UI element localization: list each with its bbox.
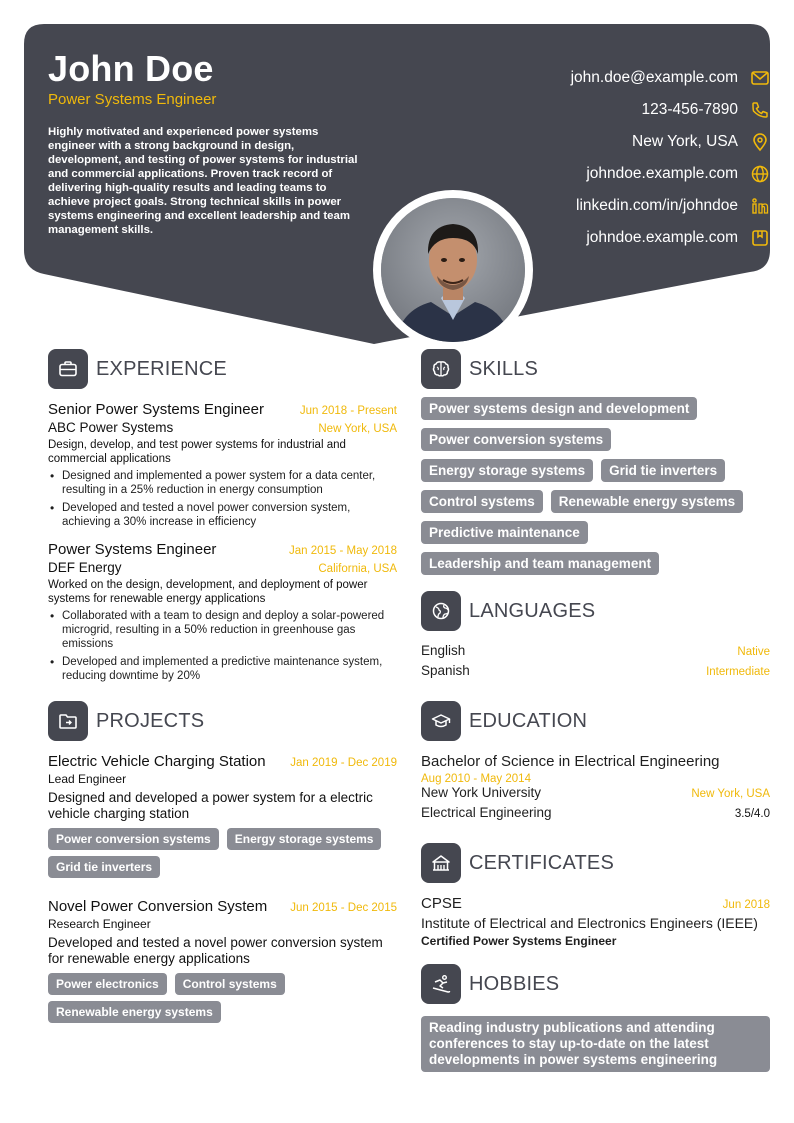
- education-field-row: [421, 805, 770, 825]
- summary-text: Highly motivated and experienced power systems engineer with a strong background in design, development, and testing of power systems for industrial and commercial applications. Proven track record of delivering high-quality results and leading teams to achieve project goals. Strong technical skills in power systems engineering and excellent leadership and team management skills.: [48, 126, 358, 236]
- project-tag: Energy storage systems: [227, 828, 382, 850]
- education-school-row: [421, 785, 770, 805]
- skills-title: SKILLS: [469, 357, 539, 380]
- contact-phone-text[interactable]: 123-456-7890: [641, 101, 738, 118]
- education-date: Aug 2010 - May 2014: [421, 773, 531, 785]
- project-tags: [48, 828, 397, 884]
- education-title: EDUCATION: [469, 709, 588, 732]
- certificate-item: [421, 895, 770, 948]
- project-item: [48, 753, 397, 884]
- project-tag: Power electronics: [48, 973, 167, 995]
- graduation-cap-icon: [421, 701, 461, 741]
- contact-location-text: New York, USA: [632, 133, 738, 150]
- project-item: [48, 898, 397, 1029]
- candidate-name: John Doe: [48, 48, 214, 89]
- contact-linkedin-text[interactable]: linkedin.com/in/johndoe: [576, 197, 738, 214]
- job-bullet: • Designed and implemented a power system for a data center, resulting in a 25% reduction in energy consumption: [48, 469, 397, 497]
- institution-icon: [421, 843, 461, 883]
- contact-website-text[interactable]: johndoe.example.com: [586, 165, 738, 182]
- projects-header: [48, 701, 397, 741]
- job-role: Power Systems Engineer: [48, 541, 217, 558]
- globe-icon: [750, 164, 770, 184]
- bookmark-icon: [750, 228, 770, 248]
- language-name: English: [421, 643, 466, 658]
- contact-website[interactable]: [410, 158, 770, 190]
- language-row: [421, 643, 770, 663]
- certificates-title: CERTIFICATES: [469, 851, 615, 874]
- project-description: Developed and tested a novel power conversion system for renewable energy applications: [48, 935, 383, 966]
- folder-icon: [48, 701, 88, 741]
- project-role: Lead Engineer: [48, 772, 127, 786]
- contact-portfolio-text[interactable]: johndoe.example.com: [586, 229, 738, 246]
- skill-tag: Power systems design and development: [421, 397, 697, 420]
- certificate-org: Institute of Electrical and Electronics Engineers (IEEE): [421, 915, 758, 931]
- hobbies-header: [421, 964, 770, 1004]
- education-item: [421, 753, 770, 825]
- hobby-item: Reading industry publications and attending conferences to stay up-to-date on the latest developments in power systems engineering: [421, 1016, 770, 1072]
- skill-tag: Power conversion systems: [421, 428, 611, 451]
- skill-tag: Renewable energy systems: [551, 490, 743, 513]
- project-description: Designed and developed a power system for a electric vehicle charging station: [48, 790, 373, 821]
- certificate-date: Jun 2018: [722, 899, 770, 911]
- language-level: Native: [737, 646, 770, 658]
- certificate-name: CPSE: [421, 895, 462, 912]
- job-bullet: • Developed and implemented a predictive maintenance system, reducing downtime by 20%: [48, 655, 397, 683]
- languages-title: LANGUAGES: [469, 599, 596, 622]
- languages-header: [421, 591, 770, 631]
- skill-tag: Predictive maintenance: [421, 521, 588, 544]
- project-tag: Control systems: [175, 973, 285, 995]
- experience-title: EXPERIENCE: [96, 357, 227, 380]
- contact-email[interactable]: [410, 62, 770, 94]
- skill-tag: Leadership and team management: [421, 552, 659, 575]
- skills-header: [421, 349, 770, 389]
- projects-title: PROJECTS: [96, 709, 205, 732]
- job-bullets: [48, 609, 397, 683]
- project-date: Jun 2015 - Dec 2015: [290, 902, 397, 914]
- project-name: Novel Power Conversion System: [48, 898, 268, 915]
- left-column: [48, 349, 397, 1041]
- skill-tag: Control systems: [421, 490, 543, 513]
- project-tags: [48, 973, 397, 1029]
- job-bullets: [48, 469, 397, 529]
- education-field: Electrical Engineering: [421, 805, 552, 820]
- contact-location: [410, 126, 770, 158]
- certificates-header: [421, 843, 770, 883]
- education-location: New York, USA: [691, 788, 770, 800]
- project-role: Research Engineer: [48, 917, 151, 931]
- contact-phone[interactable]: [410, 94, 770, 126]
- job-date: Jun 2018 - Present: [299, 405, 397, 417]
- globe-language-icon: [421, 591, 461, 631]
- phone-icon: [750, 100, 770, 120]
- job-role: Senior Power Systems Engineer: [48, 401, 264, 418]
- education-degree: Bachelor of Science in Electrical Engineering: [421, 753, 720, 770]
- language-row: [421, 663, 770, 683]
- location-pin-icon: [750, 132, 770, 152]
- candidate-title: Power Systems Engineer: [48, 91, 217, 108]
- education-header: [421, 701, 770, 741]
- job-company: DEF Energy: [48, 560, 122, 575]
- project-tag: Grid tie inverters: [48, 856, 160, 878]
- job-location: California, USA: [318, 563, 397, 575]
- linkedin-icon: [750, 196, 770, 216]
- profile-photo: [381, 198, 525, 342]
- job-location: New York, USA: [318, 423, 397, 435]
- skill-tag: Energy storage systems: [421, 459, 593, 482]
- job-description: Worked on the design, development, and deployment of power systems for renewable energy applications: [48, 579, 368, 605]
- skill-tag: Grid tie inverters: [601, 459, 725, 482]
- briefcase-icon: [48, 349, 88, 389]
- experience-header: [48, 349, 397, 389]
- job-date: Jan 2015 - May 2018: [288, 545, 397, 557]
- project-tag: Renewable energy systems: [48, 1001, 221, 1023]
- job-bullet: • Developed and tested a novel power conversion system, achieving a 30% increase in efficiency: [48, 501, 397, 529]
- skills-list: [421, 397, 770, 583]
- project-name: Electric Vehicle Charging Station: [48, 753, 266, 770]
- project-tag: Power conversion systems: [48, 828, 219, 850]
- hobbies-title: HOBBIES: [469, 972, 560, 995]
- right-column: [421, 349, 770, 1072]
- education-gpa: 3.5/4.0: [734, 808, 770, 820]
- education-school: New York University: [421, 785, 542, 800]
- skiing-icon: [421, 964, 461, 1004]
- job-bullet: • Collaborated with a team to design and deploy a solar-powered microgrid, resulting in a 50% reduction in greenhouse gas emissions: [48, 609, 397, 651]
- brain-icon: [421, 349, 461, 389]
- job-company: ABC Power Systems: [48, 420, 174, 435]
- job-description: Design, develop, and test power systems for industrial and commercial applications: [48, 439, 346, 465]
- experience-item: [48, 401, 397, 529]
- language-level: Intermediate: [706, 666, 770, 678]
- experience-item: [48, 541, 397, 683]
- certificate-full-name: Certified Power Systems Engineer: [421, 934, 617, 948]
- contact-email-text[interactable]: john.doe@example.com: [570, 69, 738, 86]
- languages-list: [421, 643, 770, 683]
- language-name: Spanish: [421, 663, 470, 678]
- project-date: Jan 2019 - Dec 2019: [290, 757, 397, 769]
- mail-icon: [750, 68, 770, 88]
